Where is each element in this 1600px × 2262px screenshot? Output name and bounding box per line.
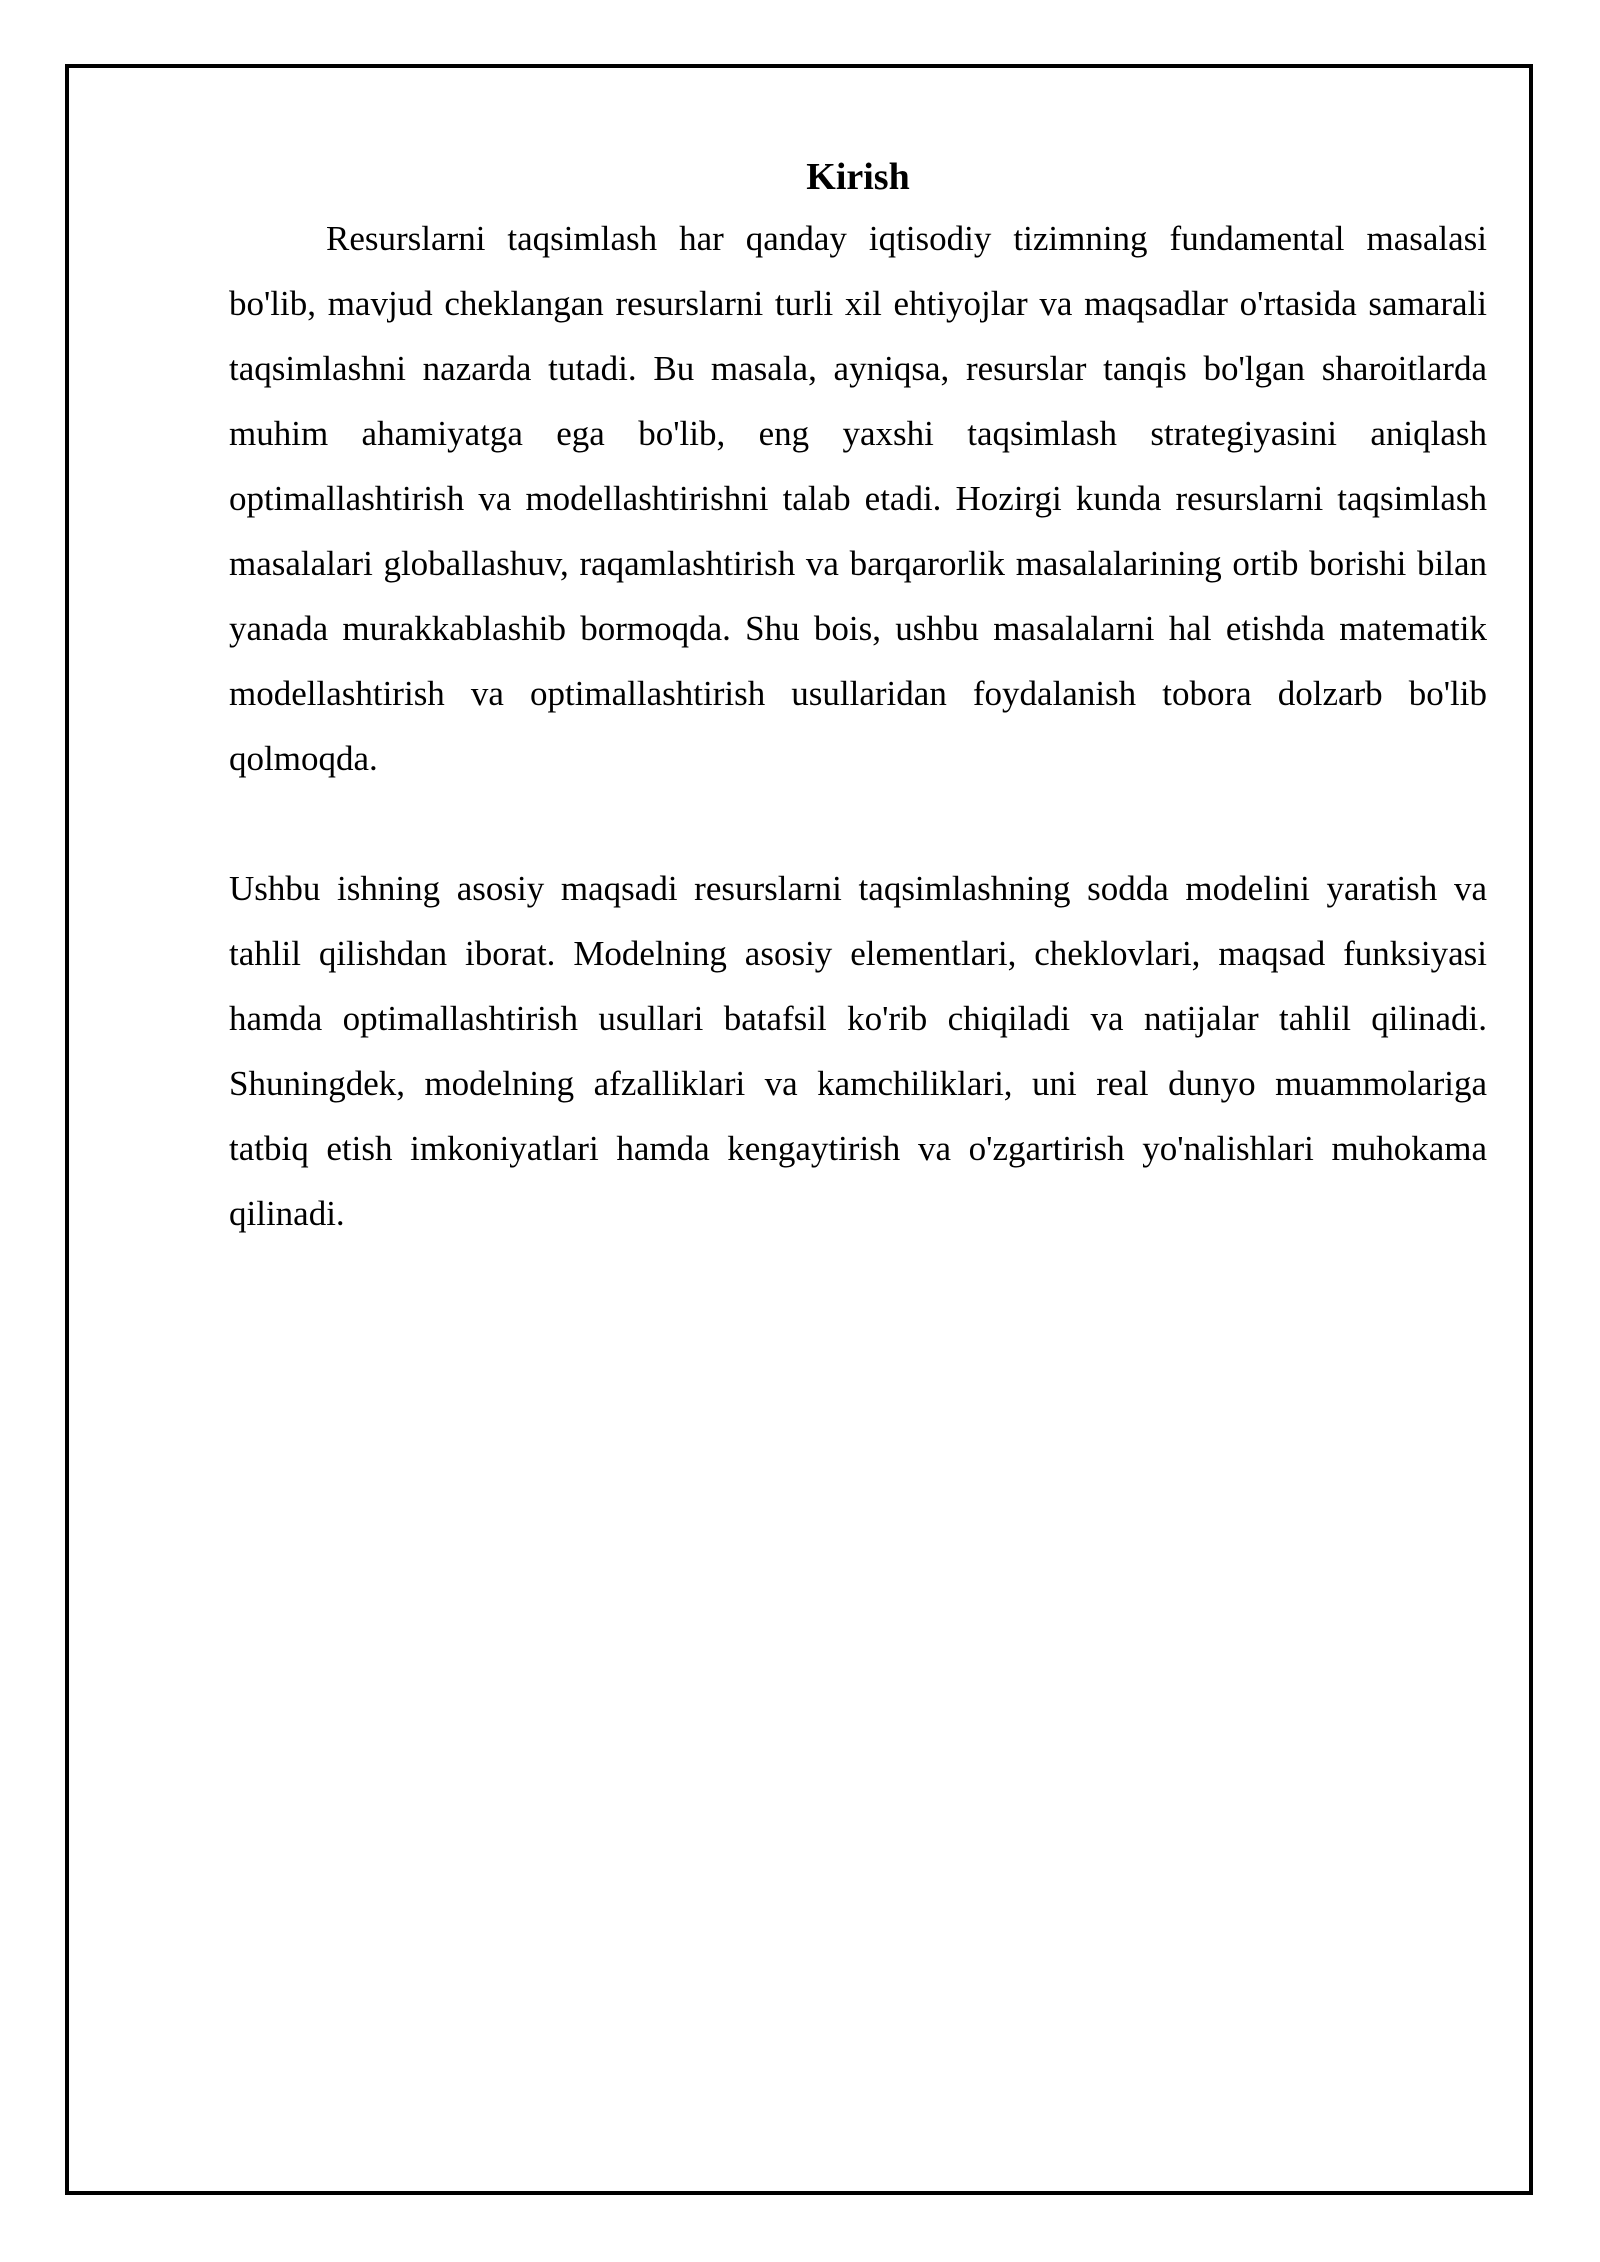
- paragraph-spacer: [229, 791, 1487, 856]
- paragraph-objective: Ushbu ishning asosiy maqsadi resurslarni taqsimlashning sodda modelini yaratish va tahlil qilishdan iborat. Modelning asosiy elementlari, cheklovlari, maqsad funksiyasi hamda optimallashtirish usullari batafsil ko'rib chiqiladi va natijalar tahlil qilinadi. Shuningdek, modelning afzalliklari va kamchiliklari, uni real dunyo muammolariga tatbiq etish imkoniyatlari hamda kengaytirish va o'zgartirish yo'nalishlari muhokama qilinadi.: [229, 869, 1487, 1233]
- document-body: [229, 150, 1487, 1246]
- paragraph-introduction: Resurslarni taqsimlash har qanday iqtisodiy tizimning fundamental masalasi bo'lib, mavjud cheklangan resurslarni turli xil ehtiyojlar va maqsadlar o'rtasida samarali taqsimlashni nazarda tutadi. Bu masala, ayniqsa, resurslar tanqis bo'lgan sharoitlarda muhim ahamiyatga ega bo'lib, eng yaxshi taqsimlash strategiyasini aniqlash optimallashtirish va modellashtirishni talab etadi. Hozirgi kunda resurslarni taqsimlash masalalari globallashuv, raqamlashtirish va barqarorlik masalalarining ortib borishi bilan yanada murakkablashib bormoqda. Shu bois, ushbu masalalarni hal etishda matematik modellashtirish va optimallashtirish usullaridan foydalanish tobora dolzarb bo'lib qolmoqda.: [229, 219, 1487, 778]
- section-heading: Kirish: [806, 156, 910, 198]
